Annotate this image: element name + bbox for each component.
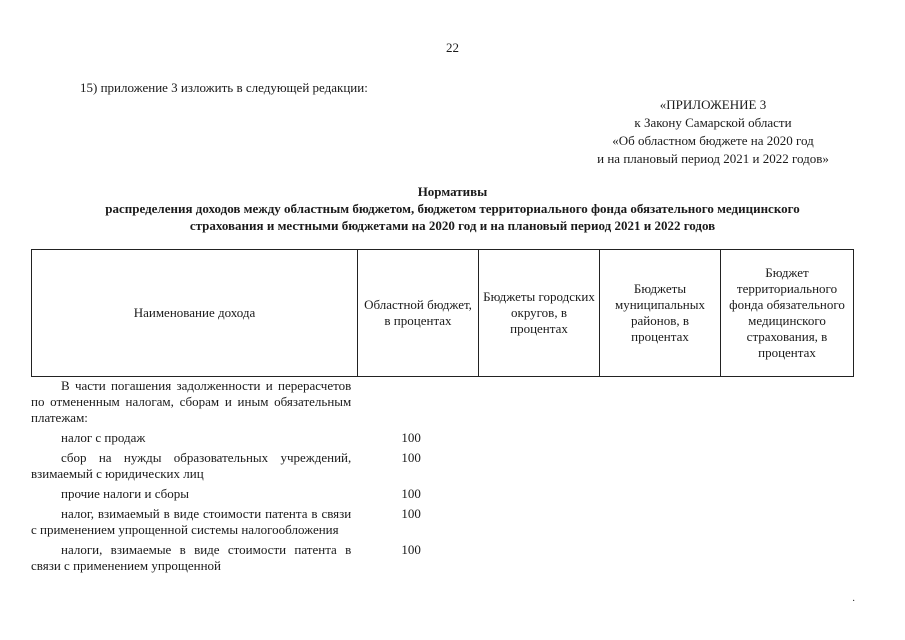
table-title-line: страхования и местными бюджетами на 2020 год и на плановый период 2021 и 2022 годов [189,218,716,233]
appendix-heading [548,96,878,168]
row-regional-value: 100 [401,542,421,557]
appendix-line: и на плановый период 2021 и 2022 годов» [597,151,829,166]
row-regional-value: 100 [401,450,421,465]
scan-speck: · [852,596,856,607]
appendix-line: «Об областном бюджете на 2020 год [612,133,814,148]
row-income-name: прочие налоги и сборы [61,486,189,501]
row-regional-value: 100 [401,506,421,521]
table-row [31,430,471,446]
intro-paragraph: 15) приложение 3 изложить в следующей редакции: [80,80,368,95]
row-regional-value [351,378,471,426]
row-income-name: налоги, взимаемые в виде стоимости патента в связи с применением упрощенной [31,542,352,573]
header-row [32,250,854,377]
table-row [31,506,471,538]
page-number: 22 [446,40,459,55]
row-income-name: налог с продаж [61,430,146,445]
table-row [31,542,471,574]
norms-table-header [31,249,854,377]
row-income-name: В части погашения задолженности и перерасчетов по отмененным налогам, сборам и иным обязательным платежам: [31,378,352,425]
row-income-name: сбор на нужды образовательных учреждений, взимаемый с юридических лиц [31,450,352,481]
header-income-name: Наименование дохода [32,250,358,377]
row-income-name: налог, взимаемый в виде стоимости патента в связи с применением упрощенной системы налогообложения [31,506,352,537]
header-city-budgets: Бюджеты городских округов, в процентах [479,250,600,377]
table-row [31,486,471,502]
header-medical-fund-budget: Бюджет территориального фонда обязательного медицинского страхования, в процентах [721,250,854,377]
appendix-line: «ПРИЛОЖЕНИЕ 3 [659,97,767,112]
row-regional-value: 100 [401,486,421,501]
table-row [31,450,471,482]
header-regional-budget: Областной бюджет, в процентах [358,250,479,377]
table-title-line: Нормативы [417,184,488,199]
header-municipal-budgets: Бюджеты муниципальных районов, в процентах [600,250,721,377]
table-body [31,378,471,578]
appendix-line: к Закону Самарской области [634,115,792,130]
table-title-line: распределения доходов между областным бюджетом, бюджетом территориального фонда обязательного медицинского [105,201,800,216]
table-row [31,378,471,426]
table-title [20,183,885,234]
row-regional-value: 100 [401,430,421,445]
